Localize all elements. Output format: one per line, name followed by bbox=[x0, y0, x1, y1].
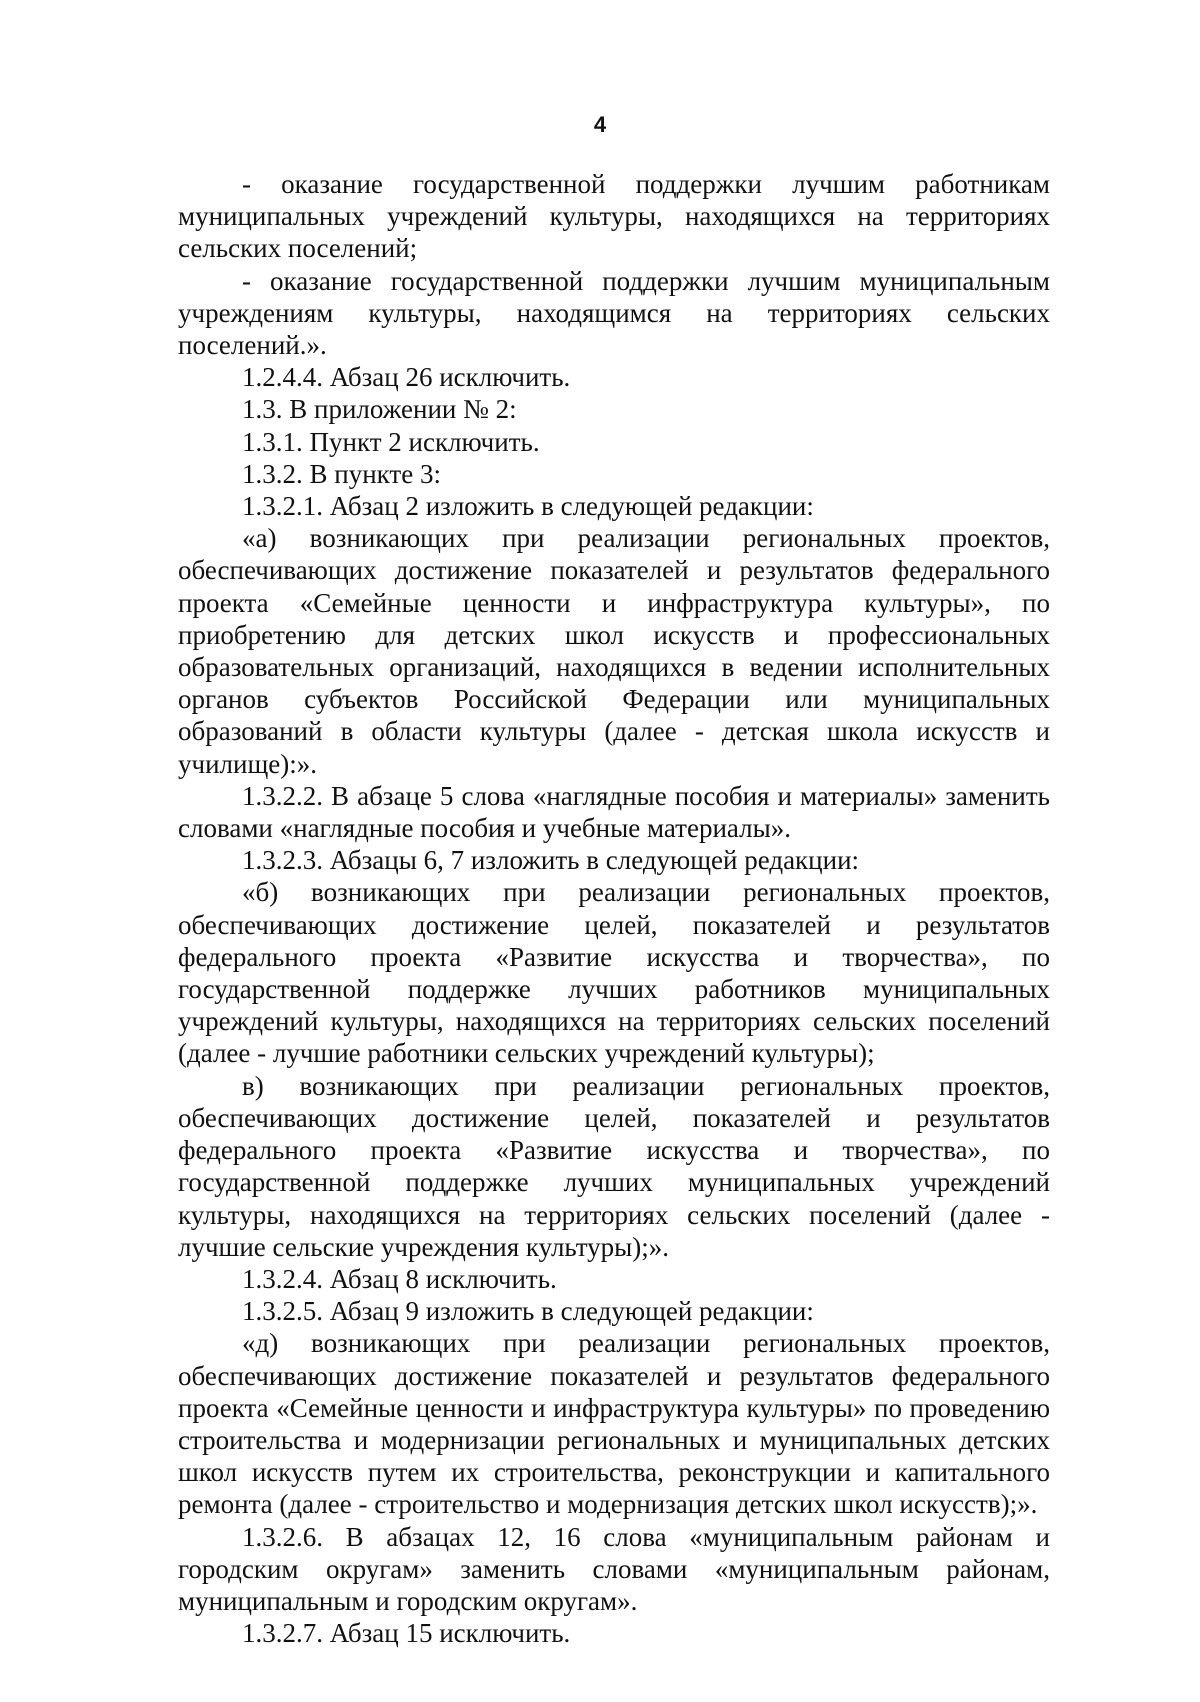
paragraph-1-3-2-4: 1.3.2.4. Абзац 8 исключить. bbox=[242, 1263, 557, 1294]
paragraph-1-3-2-6: 1.3.2.6. В абзацах 12, 16 слова «муниципальным районам и городским округам» заменить словами «муниципальным районам, муниципальным и городским округам». bbox=[178, 1521, 1050, 1616]
paragraph-1-3-1: 1.3.1. Пункт 2 исключить. bbox=[242, 426, 540, 457]
paragraph-1-3: 1.3. В приложении № 2: bbox=[242, 394, 517, 425]
paragraph-1-3-2-7: 1.3.2.7. Абзац 15 исключить. bbox=[242, 1618, 571, 1649]
paragraph-1-3-2-5: 1.3.2.5. Абзац 9 изложить в следующей редакции: bbox=[242, 1296, 814, 1327]
paragraph-support-workers: - оказание государственной поддержки лучшим работникам муниципальных учреждений культуры, находящихся на территориях сельских поселений; bbox=[178, 169, 1050, 264]
paragraph-item-b: «б) возникающих при реализации региональных проектов, обеспечивающих достижение целей, показателей и результатов федерального проекта «Развитие искусства и творчества», по государственной поддержке лучших работников муниципальных учреждений культуры, находящихся на территориях сельских поселений (далее - лучшие работники сельских учреждений культуры); bbox=[178, 877, 1050, 1069]
paragraph-1-3-2-3: 1.3.2.3. Абзацы 6, 7 изложить в следующей редакции: bbox=[242, 845, 860, 876]
paragraph-support-institutions: - оказание государственной поддержки лучшим муниципальным учреждениям культуры, находящимся на территориях сельских поселений.». bbox=[178, 265, 1050, 361]
paragraph-1-3-2-2: 1.3.2.2. В абзаце 5 слова «наглядные пособия и материалы» заменить словами «наглядные пособия и учебные материалы». bbox=[178, 780, 1050, 844]
paragraph-item-v: в) возникающих при реализации региональных проектов, обеспечивающих достижение целей, показателей и результатов федерального проекта «Развитие искусства и творчества», по государственной поддержке лучших муниципальных учреждений культуры, находящихся на территориях сельских поселений (далее - лучшие сельские учреждения культуры);». bbox=[178, 1070, 1050, 1262]
paragraph-1-2-4-4: 1.2.4.4. Абзац 26 исключить. bbox=[242, 362, 571, 393]
paragraph-item-d: «д) возникающих при реализации региональных проектов, обеспечивающих достижение показателей и результатов федерального проекта «Семейные ценности и инфраструктура культуры» по проведению строительства и модернизации региональных и муниципальных детских школ искусств путем их строительства, реконструкции и капитального ремонта (далее - строительство и модернизация детских школ искусств);». bbox=[178, 1328, 1050, 1520]
page-number: 4 bbox=[593, 112, 607, 137]
paragraph-1-3-2: 1.3.2. В пункте 3: bbox=[242, 458, 441, 489]
document-body bbox=[178, 168, 1050, 1649]
paragraph-1-3-2-1: 1.3.2.1. Абзац 2 изложить в следующей редакции: bbox=[242, 491, 814, 522]
paragraph-item-a: «а) возникающих при реализации региональных проектов, обеспечивающих достижение показателей и результатов федерального проекта «Семейные ценности и инфраструктура культуры», по приобретению для детских школ искусств и профессиональных образовательных организаций, находящихся в ведении исполнительных органов субъектов Российской Федерации или муниципальных образований в области культуры (далее - детская школа искусств и училище):». bbox=[178, 523, 1050, 779]
